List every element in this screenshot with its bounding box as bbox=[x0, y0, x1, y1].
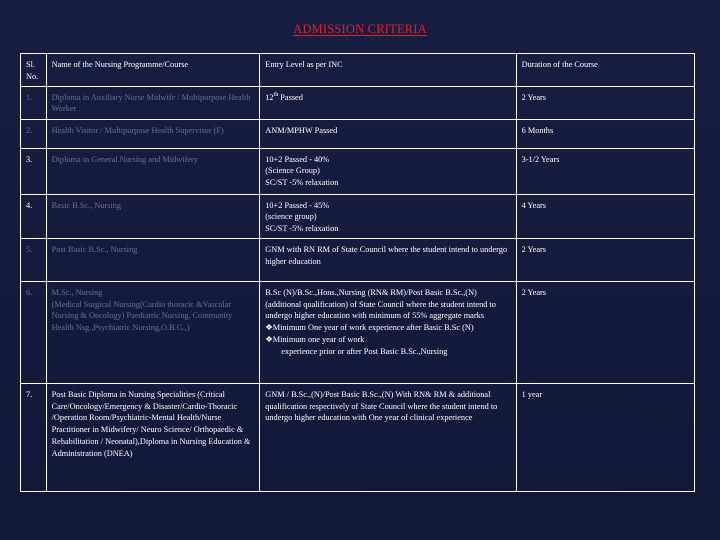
header-programme: Name of the Nursing Programme/Course bbox=[46, 54, 260, 87]
row-programme: Diploma in Auxiliary Nurse Midwife / Multipurpose Health Worker bbox=[46, 86, 260, 119]
header-duration: Duration of the Course bbox=[516, 54, 694, 87]
row-entry-level bbox=[260, 194, 516, 238]
page-title-text: ADMISSION CRITERIA bbox=[293, 22, 427, 36]
row-sl-no: 7. bbox=[21, 383, 47, 491]
row-sl-no: 1. bbox=[21, 86, 47, 119]
row-duration: 2 Years bbox=[516, 281, 694, 383]
header-entry-level: Entry Level as per INC bbox=[260, 54, 516, 87]
entry-line: 10+2 Passed - 40% bbox=[265, 154, 330, 164]
row-duration: 4 Years bbox=[516, 194, 694, 238]
row-duration: 3-1/2 Years bbox=[516, 148, 694, 194]
table-row bbox=[21, 194, 695, 238]
row-sl-no: 2. bbox=[21, 119, 47, 148]
programme-line: (Medical Surgical Nursing(Cardio thoracic &Vascular Nursing & Oncology) Paediatric Nursing, Community Health Nsg.,Psychiatric Nursing,O.B.G.,) bbox=[51, 299, 233, 333]
entry-line: SC/ST -5% relaxation bbox=[265, 224, 339, 234]
row-sl-no: 5. bbox=[21, 238, 47, 281]
row-duration: 6 Months bbox=[516, 119, 694, 148]
row-duration: 1 year bbox=[516, 383, 694, 491]
row-programme: Post Basic Diploma in Nursing Specialities (Critical Care/Oncology/Emergency & Disaster/Cardio-Thoracic /Operation Room/Psychiatric-Mental Health/Nurse Practitioner in Midwifery/ Neuro Science/ Orthopaedic & Rehabilitation / Neonatal),Diploma in Nursing Education & Administration (DNEA) bbox=[46, 383, 260, 491]
row-programme: Post Basic B.Sc., Nursing bbox=[46, 238, 260, 281]
row-entry-level: GNM / B.Sc.,(N)/Post Basic B.Sc.,(N) With RN& RM & additional qualification respectively of State Council where the student intend to undergo higher education with One year of clinical experience bbox=[260, 383, 516, 491]
entry-line: (science group) bbox=[265, 212, 317, 222]
row-entry-level bbox=[260, 281, 516, 383]
table-row bbox=[21, 238, 695, 281]
entry-main: B.Sc (N)/B.Sc.,Hons.,Nursing (RN& RM)/Post Basic B.Sc.,(N) (additional qualification) of State Council where the student intend to undergo higher education with minimum of 55% aggregate marks bbox=[265, 287, 496, 321]
programme-line: M.Sc., Nursing bbox=[51, 287, 103, 297]
entry-bullet: ❖Minimum One year of work experience after Basic B.Sc (N) bbox=[265, 323, 474, 333]
entry-bullet: ❖Minimum one year of work bbox=[265, 335, 365, 345]
table-header-row bbox=[21, 54, 695, 87]
row-sl-no: 3. bbox=[21, 148, 47, 194]
entry-superscript: th bbox=[273, 91, 279, 98]
entry-line: 10+2 Passed - 45% bbox=[265, 200, 330, 210]
entry-text-suffix: Passed bbox=[278, 92, 303, 102]
row-entry-level: ANM/MPHW Passed bbox=[260, 119, 516, 148]
row-entry-level: GNM with RN RM of State Council where the student intend to undergo higher education bbox=[260, 238, 516, 281]
table-row bbox=[21, 148, 695, 194]
row-programme: Health Visitor / Multipurpose Health Supervisor (F) bbox=[46, 119, 260, 148]
page-title bbox=[0, 22, 720, 37]
row-sl-no: 4. bbox=[21, 194, 47, 238]
row-sl-no: 6. bbox=[21, 281, 47, 383]
table-row bbox=[21, 281, 695, 383]
row-duration: 2 Years bbox=[516, 86, 694, 119]
row-duration: 2 Years bbox=[516, 238, 694, 281]
header-sl-no: Sl. No. bbox=[21, 54, 47, 87]
entry-line: (Science Group) bbox=[265, 166, 320, 176]
table-row bbox=[21, 383, 695, 491]
row-programme: Diploma in General Nursing and Midwifery bbox=[46, 148, 260, 194]
entry-text: 12 bbox=[265, 92, 274, 102]
table-row bbox=[21, 119, 695, 148]
table-row bbox=[21, 86, 695, 119]
row-programme bbox=[46, 281, 260, 383]
row-programme: Basic B.Sc., Nursing bbox=[46, 194, 260, 238]
entry-bullet-continuation: experience prior or after Post Basic B.Sc.,Nursing bbox=[281, 346, 448, 356]
entry-line: SC/ST -5% relaxation bbox=[265, 178, 339, 188]
admission-criteria-table bbox=[20, 53, 695, 492]
row-entry-level bbox=[260, 86, 516, 119]
row-entry-level bbox=[260, 148, 516, 194]
